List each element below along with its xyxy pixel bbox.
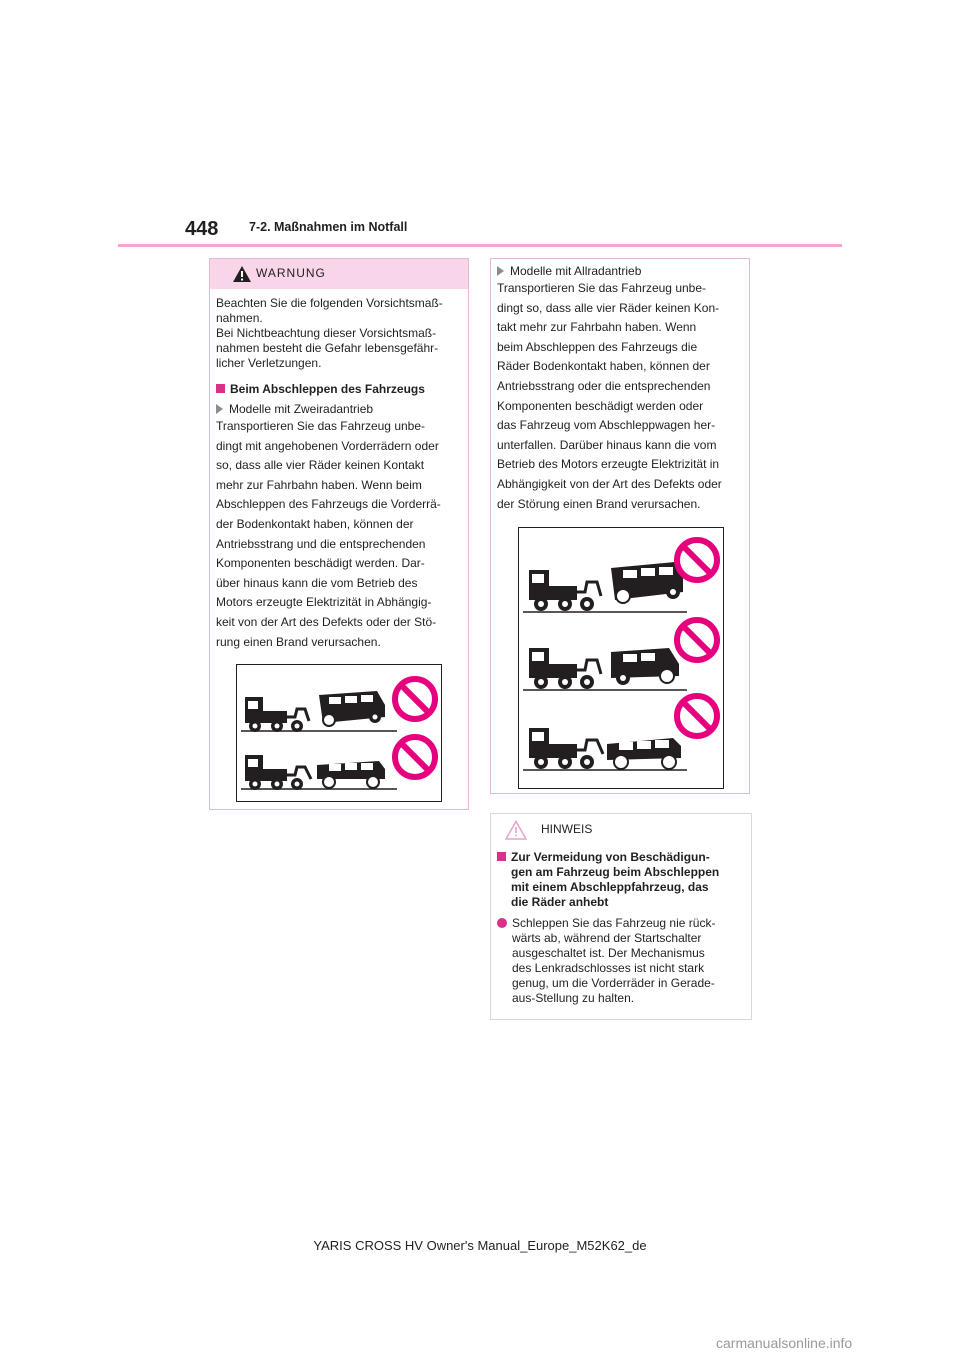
text-line: takt mehr zur Fahrbahn haben. Wenn [497,320,697,335]
triangle-bullet-icon [497,266,504,276]
tow-truck-all-wheels-on-road [523,728,687,770]
text-line: Abschleppen des Fahrzeugs die Vorderrä- [216,497,441,512]
round-bullet-icon [497,918,507,928]
text-line: aus-Stellung zu halten. [512,991,635,1005]
text-line: unterfallen. Darüber hinaus kann die vom [497,437,717,452]
text-line: die Räder anhebt [511,895,609,909]
text-line: wärts ab, während der Startschalter [512,931,702,945]
text-line: dingt mit angehobenen Vorderrädern oder [216,438,439,453]
prohibition-icon [395,737,435,777]
tow-truck-front-lifted [241,691,397,732]
tow-truck-all-wheels-lifted [241,755,397,790]
text-line: der Bodenkontakt haben, können der [216,516,414,531]
text-line: gen am Fahrzeug beim Abschleppen [511,865,720,879]
note-label: HINWEIS [541,822,593,836]
watermark: carmanualsonline.info [716,1335,853,1351]
warning-triangle-icon [232,265,252,283]
text-line: Motors erzeugte Elektrizität in Abhängig- [216,595,432,610]
text-line: Betrieb des Motors erzeugte Elektrizität in [497,457,720,472]
warning-right-subheading-text: Modelle mit Allradantrieb [510,264,642,278]
text-line: Antriebsstrang oder die entsprechenden [497,378,711,393]
text-line: des Lenkradschlosses ist nicht stark [512,961,705,975]
note-body-line: Schleppen Sie das Fahrzeug nie rück- [512,916,716,930]
towing-illustration-2wd [236,664,442,802]
warning-heading [216,382,425,397]
text-line: so, dass alle vier Räder keinen Kontakt [216,458,425,473]
text-line: keit von der Art des Defekts oder der Stö- [216,614,437,629]
prohibition-icon [677,620,717,660]
text-line: licher Verletzungen. [216,356,322,370]
caution-triangle-outline-icon [505,820,527,840]
text-line: Räder Bodenkontakt haben, können der [497,359,710,374]
text-line [497,916,747,931]
warning-subheading-text: Modelle mit Zweiradantrieb [229,402,374,416]
text-line: Transportieren Sie das Fahrzeug unbe- [497,281,707,295]
text-line: Bei Nichtbeachtung dieser Vorsichtsmaß- [216,326,437,340]
warning-header [210,259,468,289]
text-line: das Fahrzeug vom Abschleppwagen her- [497,418,716,433]
warning-intro [216,296,466,371]
prohibition-icon [395,679,435,719]
warning-subheading [216,402,373,417]
tow-truck-front-lifted [523,562,687,612]
text-line: beim Abschleppen des Fahrzeugs die [497,339,698,354]
towing-diagram [237,665,441,801]
warning-right-body [497,279,749,514]
section-title: 7-2. Maßnahmen im Notfall [249,220,408,234]
text-line: Antriebsstrang und die entsprechenden [216,536,426,551]
text-line: nahmen besteht die Gefahr lebensgefähr- [216,341,439,355]
prohibition-icon [677,540,717,580]
towing-diagram [519,528,723,788]
text-line: rung einen Brand verursachen. [216,634,381,649]
towing-illustration-4wd [518,527,724,789]
page-number: 448 [185,218,219,240]
prohibition-icon [677,696,717,736]
text-line: Komponenten beschädigt werden oder [497,398,704,413]
square-bullet-icon [216,384,225,393]
text-line: Komponenten beschädigt werden. Dar- [216,556,425,571]
text-line: nahmen. [216,311,263,325]
text-line [497,850,747,865]
text-line: Beachten Sie die folgenden Vorsichtsmaß- [216,296,443,310]
tow-truck-rear-lifted [523,648,687,690]
note-heading-line: Zur Vermeidung von Beschädigun- [511,850,710,864]
text-line: mehr zur Fahrbahn haben. Wenn beim [216,477,422,492]
footer-manual-id: YARIS CROSS HV Owner's Manual_Europe_M52K62_de [313,1238,647,1253]
note-box [490,813,752,1020]
text-line: über hinaus kann die vom Betrieb des [216,575,418,590]
text-line: Transportieren Sie das Fahrzeug unbe- [216,419,426,433]
square-bullet-icon [497,852,506,861]
warning-label: WARNUNG [256,266,326,280]
warning-right-subheading [497,264,641,279]
text-line: Abhängigkeit von der Art des Defekts oder [497,476,722,491]
triangle-bullet-icon [216,404,223,414]
warning-body [216,417,468,652]
text-line: mit einem Abschleppfahrzeug, das [511,880,709,894]
text-line: genug, um die Vorderräder in Gerade- [512,976,715,990]
text-line: ausgeschaltet ist. Der Mechanismus [512,946,705,960]
warning-continuation-box [490,258,750,794]
warning-heading-text: Beim Abschleppen des Fahrzeugs [230,382,425,396]
text-line: der Störung einen Brand verursachen. [497,496,701,511]
note-body [497,916,747,1006]
note-heading [497,850,747,910]
header-rule [118,244,842,247]
warning-box [209,258,469,810]
text-line: dingt so, dass alle vier Räder keinen Kon- [497,300,720,315]
